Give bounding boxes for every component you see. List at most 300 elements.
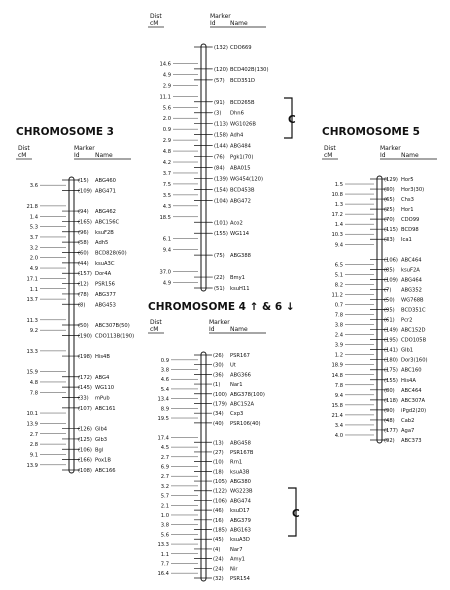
marker-id: (1) <box>213 382 221 389</box>
interval-distance: 9.1 <box>29 452 38 459</box>
marker-id: (120) <box>214 66 228 73</box>
marker-id: (78) <box>78 291 89 298</box>
marker-id: (104) <box>214 198 228 205</box>
marker-id: (139) <box>214 176 228 183</box>
interval-distance: 1.4 <box>334 222 343 229</box>
chromosome-bar <box>201 352 206 581</box>
marker-name: Cxp3 <box>230 411 244 418</box>
interval-distance: 9.2 <box>29 328 38 335</box>
marker-name: BCD98 <box>401 227 419 234</box>
header-dist: Dist <box>150 13 162 20</box>
marker-name: ABG462 <box>95 209 116 216</box>
marker-name: mPub <box>95 395 110 402</box>
header-id: Id <box>209 326 215 333</box>
marker-id: (158) <box>214 132 228 139</box>
chromosome-chr3 <box>16 126 134 474</box>
marker-id: (106) <box>213 498 227 505</box>
marker-id: (8) <box>78 302 86 309</box>
interval-distance: 2.4 <box>334 332 343 339</box>
interval-distance: 16.4 <box>157 571 169 578</box>
marker-id: (92) <box>384 438 395 444</box>
interval-distance: 3.8 <box>160 367 169 374</box>
marker-id: (22) <box>214 275 225 282</box>
marker-name: Adh5 <box>95 240 109 247</box>
marker-id: (61) <box>384 317 395 324</box>
interval-distance: 2.7 <box>29 431 38 438</box>
interval-distance: 13.7 <box>26 297 38 304</box>
interval-distance: 5.3 <box>29 224 38 231</box>
interval-distance: 6.9 <box>160 464 169 471</box>
marker-name: CDO105B <box>401 337 427 344</box>
marker-name: Dhn6 <box>230 110 244 117</box>
interval-distance: 15.9 <box>26 369 38 376</box>
centromere-lower <box>288 488 300 536</box>
marker-name: Aco2 <box>230 220 243 227</box>
header-marker: Marker <box>209 319 230 326</box>
header-name: Name <box>401 152 419 159</box>
marker-id: (129) <box>384 177 398 183</box>
marker-id: (58) <box>78 240 89 247</box>
interval-distance: 2.8 <box>29 442 38 449</box>
interval-distance: 2.7 <box>160 474 169 481</box>
interval-distance: 9.4 <box>162 247 171 254</box>
interval-distance: 11.3 <box>26 317 38 324</box>
marker-id: (24) <box>213 556 224 563</box>
marker-name: Hor5 <box>401 177 414 183</box>
header-cm: cM <box>150 326 159 333</box>
marker-name: Bmy1 <box>230 275 245 282</box>
header-marker: Marker <box>74 145 95 152</box>
marker-name: ABG460 <box>95 178 116 184</box>
marker-name: Pcr2 <box>401 317 413 324</box>
interval-distance: 13.9 <box>26 462 38 469</box>
interval-distance: 7.7 <box>160 561 169 568</box>
marker-id: (185) <box>213 527 227 534</box>
marker-name: Cab2 <box>401 417 415 424</box>
interval-distance: 4.8 <box>29 379 38 386</box>
marker-id: (16) <box>213 517 224 524</box>
marker-name: Nar7 <box>230 546 243 553</box>
interval-distance: 5.1 <box>334 272 343 279</box>
marker-id: (190) <box>78 333 92 340</box>
marker-id: (175) <box>384 367 398 374</box>
marker-name: ABC152D <box>401 327 426 334</box>
interval-distance: 5.7 <box>160 493 169 500</box>
marker-name: CDO669 <box>230 45 252 51</box>
interval-distance: 37.0 <box>159 269 171 276</box>
header-dist: Dist <box>150 319 162 326</box>
marker-id: (10) <box>213 459 224 466</box>
header-marker: Marker <box>210 13 231 20</box>
marker-name: Hor1 <box>401 207 414 214</box>
marker-name: ABG388 <box>230 253 251 260</box>
interval-distance: 1.4 <box>29 214 38 221</box>
marker-id: (105) <box>213 479 227 486</box>
marker-name: PSR167 <box>230 353 250 359</box>
interval-distance: 9.4 <box>334 242 343 249</box>
interval-distance: 8.2 <box>334 282 343 289</box>
interval-distance: 14.6 <box>159 61 171 68</box>
marker-id: (12) <box>78 281 89 288</box>
marker-id: (177) <box>384 427 398 434</box>
interval-distance: 1.0 <box>160 512 169 519</box>
marker-name: Ut <box>230 362 236 369</box>
centromere-label: C <box>288 114 296 126</box>
marker-name: BCD265B <box>230 99 255 106</box>
marker-name: BCD351C <box>401 307 426 314</box>
interval-distance: 1.1 <box>29 286 38 293</box>
marker-id: (126) <box>78 426 92 433</box>
marker-id: (96) <box>78 229 89 236</box>
marker-name: ABG377 <box>95 291 116 298</box>
marker-id: (195) <box>384 337 398 344</box>
interval-distance: 14.8 <box>331 372 343 379</box>
marker-name: PSR106(40) <box>230 420 261 427</box>
marker-name: ABG366 <box>230 372 251 379</box>
marker-name: ABC161 <box>95 405 116 412</box>
interval-distance: 18.9 <box>331 362 343 369</box>
marker-name: ABC166 <box>95 468 116 474</box>
interval-distance: 0.9 <box>160 357 169 364</box>
interval-distance: 6.1 <box>162 236 171 243</box>
interval-distance: 4.3 <box>162 203 171 210</box>
marker-id: (179) <box>213 401 227 408</box>
interval-distance: 3.8 <box>334 322 343 329</box>
interval-distance: 11.2 <box>331 292 343 299</box>
interval-distance: 3.2 <box>160 483 169 490</box>
marker-id: (154) <box>214 187 228 194</box>
header-cm: cM <box>324 152 333 159</box>
marker-id: (70) <box>384 217 395 224</box>
chromosome-chr_top <box>148 13 269 292</box>
marker-name: PSR154 <box>230 576 250 582</box>
marker-name: ksuF2A <box>401 267 420 274</box>
interval-distance: 4.5 <box>160 445 169 452</box>
marker-name: ksuF2B <box>95 229 114 236</box>
marker-name: ABG464 <box>401 277 422 284</box>
marker-name: ABC464 <box>401 257 422 264</box>
marker-id: (36) <box>213 372 224 379</box>
marker-name: ABG163 <box>230 527 251 534</box>
marker-name: Hor3(30) <box>401 187 425 194</box>
centromere-label: C <box>292 508 300 520</box>
marker-name: ksuH11 <box>230 286 250 292</box>
interval-distance: 5.6 <box>162 105 171 112</box>
marker-id: (25) <box>384 207 395 214</box>
marker-name: PSR156 <box>95 281 115 288</box>
marker-id: (57) <box>214 77 225 84</box>
interval-distance: 17.1 <box>26 276 38 283</box>
header-cm: cM <box>18 152 27 159</box>
interval-distance: 2.7 <box>160 454 169 461</box>
header-dist: Dist <box>324 145 336 152</box>
interval-distance: 10.1 <box>26 411 38 418</box>
marker-name: ABG380 <box>230 479 251 486</box>
marker-name: ABG484 <box>230 143 251 150</box>
marker-name: Glb4 <box>95 426 108 433</box>
interval-distance: 13.3 <box>157 542 169 549</box>
chromosome-title: CHROMOSOME 5 <box>322 126 420 138</box>
marker-name: Glb3 <box>95 436 108 443</box>
interval-distance: 4.6 <box>160 377 169 384</box>
marker-id: (50) <box>384 297 395 304</box>
marker-id: (33) <box>78 395 89 402</box>
marker-id: (95) <box>384 307 395 314</box>
marker-id: (106) <box>384 257 398 264</box>
marker-id: (18) <box>213 469 224 476</box>
marker-id: (84) <box>214 165 225 172</box>
marker-id: (180) <box>384 357 398 364</box>
marker-name: CDO113B(190) <box>95 333 135 340</box>
chromosome-title: CHROMOSOME 4 ↑ & 6 ↓ <box>148 301 295 313</box>
marker-id: (30) <box>213 362 224 369</box>
header-dist: Dist <box>18 145 30 152</box>
interval-distance: 4.9 <box>162 280 171 287</box>
interval-distance: 4.9 <box>29 266 38 273</box>
marker-name: WG223B <box>230 488 253 495</box>
marker-id: (45) <box>213 537 224 544</box>
marker-id: (155) <box>384 377 398 384</box>
marker-name: Rrn1 <box>230 459 243 466</box>
marker-name: Dor4A <box>95 271 112 278</box>
marker-id: (4) <box>213 546 221 553</box>
marker-id: (166) <box>78 457 92 464</box>
marker-id: (109) <box>78 188 92 195</box>
interval-distance: 7.8 <box>29 390 38 397</box>
marker-name: ksuA3B <box>230 469 250 476</box>
marker-id: (75) <box>214 253 225 260</box>
header-name: Name <box>230 20 248 27</box>
interval-distance: 2.9 <box>162 83 171 90</box>
marker-id: (65) <box>384 197 395 204</box>
marker-name: His4A <box>401 377 416 384</box>
marker-name: Chs3 <box>401 197 414 204</box>
marker-name: Adh4 <box>230 132 244 139</box>
marker-id: (157) <box>78 271 92 278</box>
header-cm: cM <box>150 20 159 27</box>
chromosome-chr46 <box>148 301 295 582</box>
marker-id: (106) <box>78 447 92 454</box>
marker-id: (15) <box>78 178 89 184</box>
marker-name: His4B <box>95 354 110 361</box>
marker-name: Amy1 <box>230 556 245 563</box>
interval-distance: 3.9 <box>334 342 343 349</box>
marker-id: (51) <box>214 286 225 292</box>
interval-distance: 18.5 <box>159 214 171 221</box>
marker-id: (107) <box>78 405 92 412</box>
interval-distance: 10.3 <box>331 232 343 239</box>
marker-id: (172) <box>78 374 92 381</box>
marker-id: (90) <box>384 407 395 414</box>
marker-id: (24) <box>213 566 224 573</box>
marker-id: (94) <box>78 209 89 216</box>
marker-name: Pgk1(70) <box>230 154 254 161</box>
interval-distance: 4.0 <box>334 432 343 439</box>
interval-distance: 3.4 <box>334 422 343 429</box>
marker-name: ABG4 <box>95 374 110 381</box>
marker-name: Bgl <box>95 447 104 454</box>
marker-name: ABC152A <box>230 401 255 408</box>
marker-name: ABG474 <box>230 498 251 505</box>
marker-name: WG768B <box>401 297 424 304</box>
marker-name: ksuD17 <box>230 508 250 515</box>
marker-name: Nir <box>230 566 238 573</box>
marker-id: (108) <box>78 468 92 474</box>
marker-name: iPgd2(20) <box>401 407 427 414</box>
marker-id: (145) <box>78 385 92 392</box>
interval-distance: 10.8 <box>331 192 343 199</box>
interval-distance: 9.4 <box>334 392 343 399</box>
marker-id: (101) <box>214 220 228 227</box>
marker-name: PSR167B <box>230 449 254 456</box>
marker-id: (132) <box>214 45 228 51</box>
interval-distance: 11.1 <box>159 94 171 101</box>
marker-id: (165) <box>78 219 92 226</box>
marker-name: Dor3(160) <box>401 357 428 364</box>
marker-id: (76) <box>214 154 225 161</box>
marker-id: (141) <box>384 347 398 354</box>
interval-distance: 19.5 <box>157 416 169 423</box>
marker-id: (27) <box>213 449 224 456</box>
marker-name: ABC464 <box>401 387 422 394</box>
marker-id: (155) <box>214 231 228 238</box>
interval-distance: 8.9 <box>160 406 169 413</box>
interval-distance: 3.6 <box>29 183 38 190</box>
marker-id: (80) <box>384 387 395 394</box>
marker-name: ABG379 <box>230 517 251 524</box>
marker-id: (115) <box>384 227 398 234</box>
marker-id: (26) <box>213 353 224 359</box>
interval-distance: 1.3 <box>334 202 343 209</box>
marker-id: (198) <box>78 354 92 361</box>
marker-name: ABG472 <box>230 198 251 205</box>
marker-id: (144) <box>214 143 228 150</box>
interval-distance: 7.5 <box>162 181 171 188</box>
marker-name: ABG458 <box>230 440 251 447</box>
centromere-upper <box>284 98 296 138</box>
marker-id: (13) <box>213 440 224 447</box>
marker-name: ABA015 <box>230 165 251 172</box>
interval-distance: 3.7 <box>29 234 38 241</box>
interval-distance: 2.9 <box>162 138 171 145</box>
marker-id: (60) <box>78 250 89 257</box>
marker-id: (7) <box>384 287 392 294</box>
marker-id: (122) <box>213 488 227 495</box>
marker-name: BCD351D <box>230 77 255 84</box>
chromosome-title: CHROMOSOME 3 <box>16 126 114 138</box>
marker-id: (118) <box>384 397 398 404</box>
interval-distance: 1.2 <box>334 352 343 359</box>
marker-name: ksuA3D <box>230 537 250 544</box>
marker-name: ABG352 <box>401 287 422 294</box>
header-id: Id <box>210 20 216 27</box>
marker-name: WG454(120) <box>230 176 263 183</box>
interval-distance: 21.4 <box>331 412 343 419</box>
marker-name: ABG471 <box>95 188 116 195</box>
interval-distance: 13.4 <box>157 396 169 403</box>
interval-distance: 5.6 <box>160 532 169 539</box>
interval-distance: 2.1 <box>160 503 169 510</box>
marker-id: (109) <box>384 277 398 284</box>
interval-distance: 3.2 <box>29 245 38 252</box>
interval-distance: 3.7 <box>162 170 171 177</box>
header-name: Name <box>95 152 113 159</box>
interval-distance: 4.8 <box>162 149 171 156</box>
interval-distance: 1.5 <box>334 182 343 189</box>
marker-id: (113) <box>214 121 228 128</box>
interval-distance: 0.7 <box>334 302 343 309</box>
interval-distance: 21.8 <box>26 203 38 210</box>
marker-name: Nar1 <box>230 382 243 389</box>
interval-distance: 1.1 <box>160 551 169 558</box>
header-marker: Marker <box>380 145 401 152</box>
header-id: Id <box>74 152 80 159</box>
marker-name: ABC373 <box>401 438 422 444</box>
interval-distance: 7.8 <box>334 382 343 389</box>
marker-name: BCD402B(130) <box>230 66 269 73</box>
marker-name: BCD453B <box>230 187 255 194</box>
marker-name: Glb1 <box>401 347 414 354</box>
interval-distance: 7.8 <box>334 312 343 319</box>
marker-id: (48) <box>384 417 395 424</box>
marker-name: ABC156C <box>95 219 120 226</box>
marker-name: ABG453 <box>95 302 116 309</box>
interval-distance: 17.2 <box>331 212 343 219</box>
marker-id: (149) <box>384 327 398 334</box>
marker-name: ABC307A <box>401 397 426 404</box>
marker-id: (46) <box>213 508 224 515</box>
marker-id: (3) <box>214 110 222 117</box>
header-name: Name <box>230 326 248 333</box>
chromosome-chr5 <box>322 126 437 444</box>
interval-distance: 6.5 <box>334 262 343 269</box>
header-id: Id <box>380 152 386 159</box>
marker-id: (40) <box>213 420 224 427</box>
marker-name: ksuA3C <box>95 260 115 267</box>
marker-id: (32) <box>213 576 224 582</box>
marker-name: WG114 <box>230 231 250 238</box>
interval-distance: 2.0 <box>29 255 38 262</box>
marker-name: CDO99 <box>401 217 420 224</box>
marker-id: (50) <box>78 323 89 329</box>
marker-name: WG110 <box>95 385 115 392</box>
interval-distance: 13.3 <box>26 348 38 355</box>
marker-name: WG1026B <box>230 121 256 128</box>
marker-name: BCD828(60) <box>95 250 127 257</box>
marker-id: (34) <box>213 411 224 418</box>
interval-distance: 4.2 <box>162 160 171 167</box>
marker-name: ABG378(100) <box>230 391 265 398</box>
interval-distance: 15.8 <box>331 402 343 409</box>
marker-id: (100) <box>213 391 227 398</box>
interval-distance: 13.9 <box>26 421 38 428</box>
marker-name: Aga7 <box>401 427 415 434</box>
interval-distance: 17.4 <box>157 435 169 442</box>
marker-name: Pox1B <box>95 457 111 464</box>
interval-distance: 0.9 <box>162 127 171 134</box>
marker-id: (33) <box>384 237 395 244</box>
marker-name: ABC160 <box>401 367 422 374</box>
interval-distance: 2.0 <box>162 116 171 123</box>
interval-distance: 3.8 <box>160 522 169 529</box>
interval-distance: 4.9 <box>162 72 171 79</box>
interval-distance: 5.4 <box>160 386 169 393</box>
interval-distance: 3.5 <box>162 192 171 199</box>
marker-name: Ica1 <box>401 237 412 244</box>
marker-name: ABC307B(50) <box>95 323 130 329</box>
marker-id: (91) <box>214 99 225 106</box>
marker-id: (44) <box>78 260 89 267</box>
